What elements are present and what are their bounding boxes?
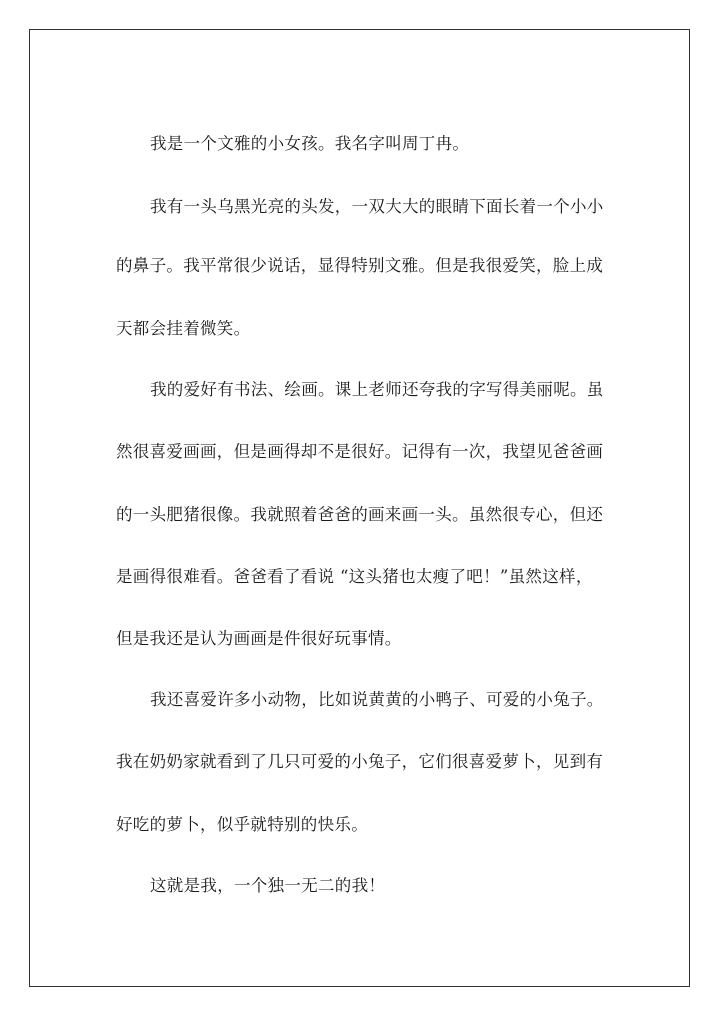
paragraph-3-line-2: 然很喜爱画画，但是画得却不是很好。记得有一次，我望见爸爸画: [116, 442, 604, 461]
paragraph-2-line-1: 我有一头乌黑光亮的头发，一双大大的眼睛下面长着一个小小: [150, 197, 604, 216]
paragraph-3-line-3: 的一头肥猪很像。我就照着爸爸的画来画一头。虽然很专心，但还: [116, 505, 604, 524]
paragraph-3-line-1: 我的爱好有书法、绘画。课上老师还夸我的字写得美丽呢。虽: [150, 380, 604, 399]
paragraph-3-line-4: 是画得很难看。爸爸看了看说 “这头猪也太瘦了吧！”虽然这样，: [116, 567, 593, 586]
paragraph-4-line-2: 我在奶奶家就看到了几只可爱的小兔子，它们很喜爱萝卜，见到有: [116, 752, 604, 771]
paragraph-4-line-1: 我还喜爱许多小动物，比如说黄黄的小鸭子、可爱的小兔子。: [150, 690, 604, 709]
paragraph-2-line-3: 天都会挂着微笑。: [116, 319, 251, 338]
paragraph-2-line-2: 的鼻子。我平常很少说话，显得特别文雅。但是我很爱笑，脸上成: [116, 256, 604, 275]
paragraph-1-line-1: 我是一个文雅的小女孩。我名字叫周丁冉。: [150, 134, 470, 153]
paragraph-4-line-3: 好吃的萝卜，似乎就特别的快乐。: [116, 815, 368, 834]
paragraph-5-line-1: 这就是我，一个独一无二的我！: [150, 876, 386, 895]
paragraph-3-line-5: 但是我还是认为画画是件很好玩事情。: [116, 629, 402, 648]
